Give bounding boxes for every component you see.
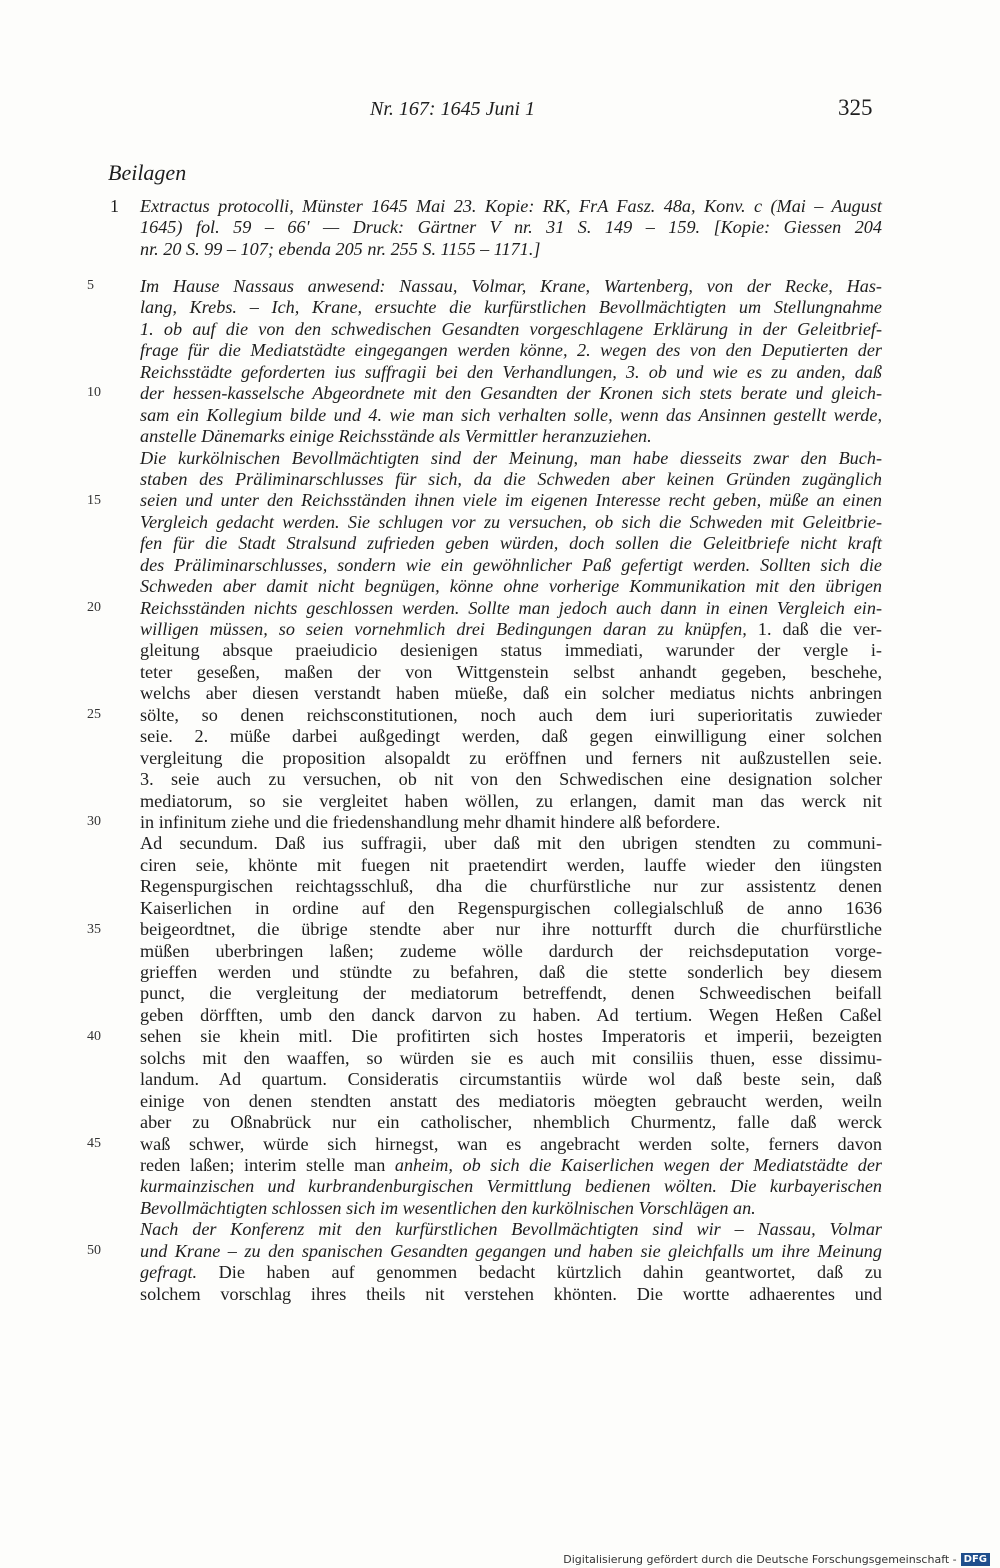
body-line: Reichsständen nichts geschlossen werden. Sollte man jedoch auch dann in einen Vergleich ein- [140,597,882,618]
body-line: Regenspurgischen reichtagsschluß, dha die churfürstliche nur zur assistentz denen [140,876,882,897]
body-line: müßen uberbringen laßen; zudeme wölle dardurch der reichsdeputation vorge- [140,940,882,961]
body-line: Vergleich gedacht werden. Sie schlugen vor zu versuchen, ob sich die Schweden mit Geleitbrie- [140,511,882,532]
body-line: Bevollmächtigten schlossen sich im wesentlichen den kurkölnischen Vorschlägen an. [140,1197,756,1218]
body-line: 3. seie auch zu versuchen, ob nit von den Schwedischen eine designation solcher [140,769,882,790]
body-line: Schweden aber damit nicht begnügen, könne ohne vorherige Kommunikation mit den übrigen [140,576,882,597]
body-line: teter geseßen, maßen der von Wittgenstein selbst anhandt gegeben, beschehe, [140,661,882,682]
body-line: der hessen-kasselsche Abgeordnete mit den Gesandten der Kronen sich stets berate und gleich- [140,383,882,404]
body-line: frage für die Mediatstädte eingegangen werden könne, 2. wegen des von den Deputierten der [140,340,882,361]
doc-number: 1 [110,196,119,216]
body-line: geben dörfften, umb den danck darvon zu haben. Ad tertium. Wegen Heßen Caßel [140,1004,882,1025]
body-line: landum. Ad quartum. Consideratis circumstantiis würde wol daß beste sein, daß [140,1069,882,1090]
line-number: 50 [87,1243,101,1259]
body-line: reden laßen; interim stelle man anheim, ob sich die Kaiserlichen wegen der Mediatstädte der [140,1154,882,1175]
page-number: 325 [838,95,873,120]
line-number: 5 [87,278,94,293]
line-number: 35 [87,921,101,937]
line-number: 10 [87,385,101,401]
body-line: 1. ob auf die von den schwedischen Gesandten vorgeschlagene Erklärung in der Geleitbrief- [140,318,882,339]
body-line: fen für die Stadt Stralsund zufrieden geben würden, doch sollen die Geleitbriefe nicht kraft [140,533,882,554]
body-line: kurmainzischen und kurbrandenburgischen Vermittlung bedienen wölten. Die kurbayerischen [140,1176,882,1197]
body-line: Die kurkölnischen Bevollmächtigten sind der Meinung, man habe diesseits zwar den Buch- [140,447,882,468]
line-number: 40 [87,1028,101,1044]
line-number: 20 [87,599,101,615]
body-line: sölte, so denen reichsconstitutionen, noch auch dem iuri superioritatis zuwieder [140,704,882,725]
body-line: in infinitum ziehe und die friedenshandlung mehr dhamit hindere alß befordere. [140,811,721,832]
body-line: Kaiserlichen in ordine auf den Regenspurgischen collegialschluß de anno 1636 [140,897,882,918]
body-line: des Präliminarschlusses, sondern wie ein gewöhnlicher Paß gefertigt werden. Sollten sich die [140,554,882,575]
body-line: Ad secundum. Daß ius suffragii, uber daß mit den ubrigen stendten zu communi- [140,833,882,854]
header-line: 1645) fol. 59 – 66' — Druck: Gärtner V nr. 31 S. 149 – 159. [Kopie: Giessen 204 [140,217,882,238]
header-line: nr. 20 S. 99 – 107; ebenda 205 nr. 255 S. 1155 – 1171.] [140,238,541,259]
body-line: lang, Krebs. – Ich, Krane, ersuchte die kurfürstlichen Bevollmächtigten um Stellungnahme [140,297,882,318]
body-line: vergleitung die proposition alsopaldt zu eröffnen und ferners nit außzustellen seie. [140,747,882,768]
body-line: und Krane – zu den spanischen Gesandten gegangen und haben sie gleichfalls um ihre Meinung [140,1240,882,1261]
body-line: ciren seie, khönte mit fuegen nit praetendirt werden, lauffe wieder den iüngsten [140,854,882,875]
footer-credit-text: Digitalisierung gefördert durch die Deutsche Forschungsgemeinschaft - [563,1553,957,1566]
dfg-logo: DFG [961,1553,990,1566]
body-line: gleitung absque praeiudicio desienigen status immediati, warunder der vergle i- [140,640,882,661]
body-line: solchs mit den waaffen, so würden sie es auch mit consiliis thuen, esse dissimu- [140,1047,882,1068]
body-line: punct, die vergleitung der mediatorum betreffendt, denen Schweedischen beifall [140,983,882,1004]
body-line: gefragt. Die haben auf genommen bedacht kürtzlich dahin geantwortet, daß zu [140,1262,882,1283]
body-line: staben des Präliminarschlusses für sich, da die Schweden aber keinen Gründen zugänglich [140,468,882,489]
body-line: anstelle Dänemarks einige Reichsstände als Vermittler heranzuziehen. [140,426,652,447]
line-number: 15 [87,492,101,508]
body-line: Reichsstädte geforderten ius suffragii bei den Verhandlungen, 3. ob und wie es zu anden, daß [140,361,882,382]
line-number: 45 [87,1136,101,1151]
body-line: Im Hause Nassaus anwesend: Nassau, Volmar, Krane, Wartenberg, von der Recke, Has- [140,276,882,296]
line-number: 25 [87,707,101,722]
body-line: beigeordtnet, die übrige stendte aber nur ihre notturfft durch die churfürstliche [140,919,882,940]
body-line: willigen müssen, so seien vornehmlich drei Bedingungen daran zu knüpfen, 1. daß die ver- [140,619,882,639]
body-line: grieffen werden und stündte zu befahren, daß die stette sonderlich bey diesem [140,962,882,982]
body-line: seie. 2. müße darbei außgedingt werden, daß gegen einwilligung einer solchen [140,726,882,747]
body-line: waß schwer, würde sich hirnegst, wan es angebracht werden solte, ferners davon [140,1133,882,1154]
body-line: sam ein Kollegium bilde und 4. wie man sich verhalten solle, wenn das Ansinnen gestellt werde, [140,404,882,425]
section-title: Beilagen [108,160,187,185]
body-text [140,276,882,1305]
body-line: aber zu Oßnabrück nur ein catholischer, nhemblich Churmentz, falle daß werck [140,1112,882,1133]
doc-header [140,196,882,260]
body-line: seien und unter den Reichsständen ihnen viele im eigenen Interesse recht geben, müße an einen [140,490,882,511]
running-head: Nr. 167: 1645 Juni 1 [370,98,535,120]
body-line: Nach der Konferenz mit den kurfürstlichen Bevollmächtigten sind wir – Nassau, Volmar [140,1219,882,1240]
line-number: 30 [87,814,101,830]
body-line: sehen sie khein mitl. Die profitirten sich hostes Imperatoris et imperii, bezeigten [140,1026,882,1047]
body-line: mediatorum, so sie vergleitet haben wöllen, zu erlangen, damit man das werck nit [140,790,882,811]
header-line: Extractus protocolli, Münster 1645 Mai 23. Kopie: RK, FrA Fasz. 48a, Konv. c (Mai – August [140,196,882,216]
body-line: welchs aber diesen verstandt haben müeße, daß ein solcher mediatus nichts anbringen [140,683,882,704]
body-line: solchem vorschlag ihres theils nit verstehen khönten. Die wortte adhaerentes und [140,1283,882,1304]
footer-credit [563,1553,990,1566]
body-line: einige von denen stendten anstatt des mediatoris möegten gebraucht werden, weiln [140,1090,882,1111]
